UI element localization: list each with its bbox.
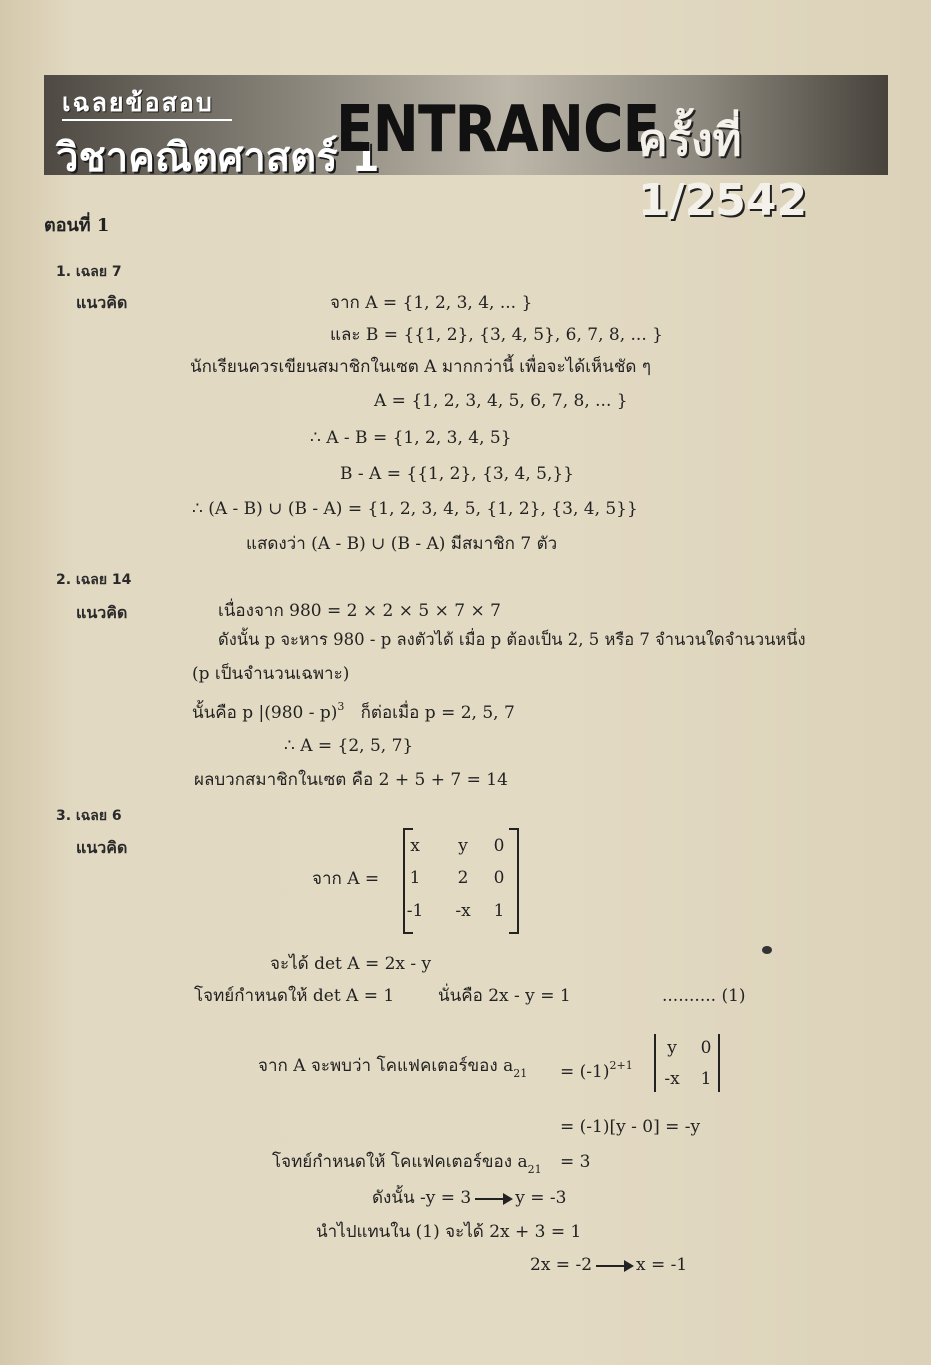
det-cell: 0 [700,1038,712,1058]
matrix-cell: -x [455,901,471,921]
q2-answer: 2. เฉลย 14 [56,572,132,588]
q3-line: จะได้ det A = 2x - y [270,954,432,974]
header-small-title: เฉลยข้อสอบ [62,88,214,117]
q1-line: จาก A = {1, 2, 3, 4, ... } [330,293,533,313]
q1-line: นักเรียนควรเขียนสมาชิกในเซต A มากกว่านี้ เพื่อจะได้เห็นชัด ๆ [190,357,651,377]
q2-line: (p เป็นจำนวนเฉพาะ) [192,664,350,684]
q2-line: ดังนั้น p จะหาร 980 - p ลงตัวได้ เมื่อ p ต้องเป็น 2, 5 หรือ 7 จำนวนใดจำนวนหนึ่ง [218,630,806,649]
det-cell: y [667,1038,677,1058]
q1-line: แสดงว่า (A - B) ∪ (B - A) มีสมาชิก 7 ตัว [246,534,558,554]
matrix-cell: y [458,836,468,856]
arrow-icon [596,1265,632,1267]
q3-method-label: แนวคิด [76,838,128,857]
matrix-cell: 1 [493,901,505,921]
matrix-cell: 0 [493,868,505,888]
matrix-cell: 2 [457,868,469,888]
q1-line: A = {1, 2, 3, 4, 5, 6, 7, 8, ... } [374,391,628,411]
q1-method-label: แนวคิด [76,293,128,312]
q3-solve-x [530,1255,687,1275]
header-rule [62,119,232,121]
q3-eq-left: 2x = -2 [530,1255,593,1275]
q3-eq-right: x = -1 [636,1255,688,1275]
q1-line: และ B = {{1, 2}, {3, 4, 5}, 6, 7, 8, ... } [330,325,663,345]
q3-subscript: 21 [527,1163,542,1176]
matrix-a [403,828,519,930]
matrix-cell: 1 [409,868,421,888]
q1-line: B - A = {{1, 2}, {3, 4, 5,}} [340,464,574,484]
q2-iff: ก็ต่อเมื่อ p = 2, 5, 7 [360,703,515,723]
q3-given-text: โจทย์กำหนดให้ โคแฟคเตอร์ของ a [272,1152,528,1172]
arrow-icon [475,1198,511,1200]
q3-matrix-label: จาก A = [312,869,380,889]
q3-eq-right: y = -3 [515,1188,567,1208]
q2-exponent: 3 [337,700,345,713]
q1-line: ∴ (A - B) ∪ (B - A) = {1, 2, 3, 4, 5, {1, 2}, {3, 4, 5}} [192,499,638,519]
q3-cofactor-line [258,1056,527,1084]
matrix-cell: x [410,836,420,856]
minor-determinant [654,1034,720,1092]
q3-answer: 3. เฉลย 6 [56,808,122,824]
q3-eq-left: ดังนั้น -y = 3 [372,1188,472,1208]
q2-line: เนื่องจาก 980 = 2 × 2 × 5 × 7 × 7 [218,601,501,621]
q2-line-implies [192,697,515,723]
q3-subscript: 21 [513,1067,528,1080]
ink-spot [762,946,772,954]
q3-line: โจทย์กำหนดให้ det A = 1 [194,986,395,1006]
matrix-cell: 0 [493,836,505,856]
q3-line: นำไปแทนใน (1) จะได้ 2x + 3 = 1 [316,1222,582,1242]
q3-cofactor-text: จาก A จะพบว่า โคแฟคเตอร์ของ a [258,1056,514,1076]
q1-answer: 1. เฉลย 7 [56,264,122,280]
q2-condition: นั้นคือ p |(980 - p) [192,703,338,723]
q2-method-label: แนวคิด [76,603,128,622]
det-cell: -x [664,1069,680,1089]
q3-equation-ref: .......... (1) [662,986,746,1006]
det-cell: 1 [700,1069,712,1089]
q3-cofactor-sign [560,1056,633,1082]
matrix-cell: -1 [406,901,424,921]
header-subject: วิชาคณิตศาสตร์ 1 [56,135,380,181]
q3-line: = 3 [560,1152,591,1172]
q3-sign: = (-1) [560,1062,610,1082]
q2-line: ∴ A = {2, 5, 7} [284,736,414,756]
header-exam: ENTRANCE [336,93,660,167]
q3-solve-y [372,1188,566,1208]
q2-line: ผลบวกสมาชิกในเซต คือ 2 + 5 + 7 = 14 [194,770,508,790]
q3-cofactor-given [272,1152,542,1180]
section-title: ตอนที่ 1 [44,215,110,236]
q3-line: = (-1)[y - 0] = -y [560,1117,701,1137]
q1-line: ∴ A - B = {1, 2, 3, 4, 5} [310,428,512,448]
header-round: ครั้งที่ 1/2542 [638,115,808,226]
q3-line: นั่นคือ 2x - y = 1 [438,986,571,1006]
q3-superscript: 2+1 [609,1059,633,1072]
